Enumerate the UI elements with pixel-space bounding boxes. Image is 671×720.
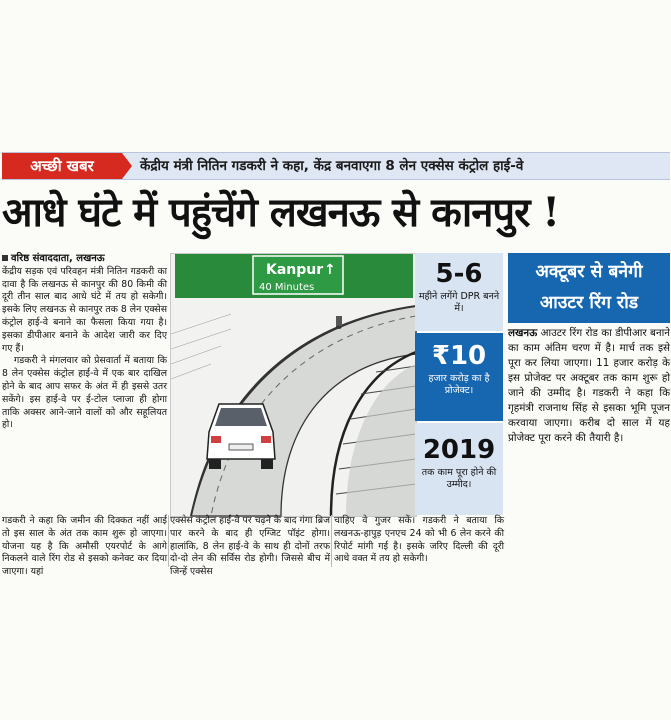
sign-time: 40 Minutes xyxy=(259,282,315,293)
section-tag: अच्छी खबर xyxy=(2,153,122,179)
up-arrow-icon: ↑ xyxy=(324,262,336,278)
stat-value: ₹10 xyxy=(431,341,487,371)
stat-value: 5-6 xyxy=(435,259,483,289)
paragraph: केंद्रीय सड़क एवं परिवहन मंत्री नितिन गडकरी का दावा है कि लखनऊ से कानपुर की 80 किमी की दूरी तीन साल बाद आधे घंटे में तय हो सकेगी। इसके लिए लखनऊ से कानपुर तक 8 लेन एक्सेस कंट्रोल हाई-वे बनाने का फैसला किया गया है। इसका डीपीआर बनाने के आदेश जारी कर दिए गए हैं। xyxy=(2,265,167,354)
ring-road-heading xyxy=(508,253,670,323)
top-banner xyxy=(2,152,670,180)
sign-destination: Kanpur xyxy=(266,262,324,278)
dateline: लखनऊ xyxy=(508,327,538,339)
left-column xyxy=(2,253,167,515)
column-divider xyxy=(168,515,169,567)
highway-illustration-svg xyxy=(171,254,416,516)
scooter-icon xyxy=(336,316,342,329)
paragraph: गडकरी ने मंगलवार को प्रेसवार्ता में बताया कि 8 लेन एक्सेस कंट्रोल हाई-वे में एक बार दाखिल होने के बाद आप सफर के अंत में ही इससे उतर सकेंगे। इस हाई-वे पर ई-टोल प्लाजा ही होगा ताकि अक्सर आने-जाने वालों को और सहूलियत हो। xyxy=(2,355,167,431)
stat-caption: महीने लगेंगे DPR बनने में। xyxy=(418,291,500,314)
ring-road-heading-line: अक्टूबर से बनेगी xyxy=(535,262,643,282)
stat-box xyxy=(415,423,503,515)
banner-subheading: केंद्रीय मंत्री नितिन गडकरी ने कहा, केंद्र बनवाएगा 8 लेन एक्सेस कंट्रोल हाई-वे xyxy=(140,158,524,174)
stats-column xyxy=(415,253,503,515)
right-column xyxy=(508,326,670,526)
stat-caption: हजार करोड़ का है प्रोजेक्ट। xyxy=(428,373,490,396)
highway-illustration xyxy=(170,253,417,517)
car-icon xyxy=(207,404,275,469)
byline-text: वरिष्ठ संवाददाता, लखनऊ xyxy=(11,253,105,264)
ring-road-heading-line: आउटर रिंग रोड xyxy=(539,293,639,313)
bottom-column-1: गडकरी ने कहा कि जमीन की दिक्कत नहीं आई तो इस साल के अंत तक काम शुरू हो जाएगा। योजना यह है कि अमौसी एयरपोर्ट के आगे निकलने वाले रिंग रोड से इसको कनेक्ट कर दिया जाएगा। यहां xyxy=(2,515,167,578)
bottom-column-2: एक्सेस कंट्रोल हाई-वे पर चढ़ने के बाद गंगा ब्रिज पार करने के बाद ही एग्जिट पॉइंट होगा। हालांकि, 8 लेन हाई-वे के साथ ही दोनों तरफ दो-दो लेन की सर्विस रोड होगी। जिससे बीच में जिन्हें एक्सेस xyxy=(170,515,330,578)
bullet-square-icon xyxy=(2,255,8,261)
stat-box xyxy=(415,333,503,421)
bottom-column-3: चाहिए वे गुजर सकें। गडकरी ने बताया कि लखनऊ-हापुड़ एनएच 24 को भी 6 लेन करने की रिपोर्ट मांगी गई है। इसके जरिए दिल्ली की दूरी आधे वक्त में तय हो सकेगी। xyxy=(334,515,504,565)
right-column-text: आउटर रिंग रोड का डीपीआर बनाने का काम अंतिम चरण में है। मार्च तक इसे पूरा कर लिया जाएगा। 11 हजार करोड़ के इस प्रोजेक्ट पर अक्टूबर तक काम शुरू हो जाने की उम्मीद है। गडकरी ने कहा कि गृहमंत्री राजनाथ सिंह से इसका भूमि पूजन करवाया जाएगा। करीब दो साल में यह प्रोजेक्ट पूरा करने की तैयारी है। xyxy=(508,327,670,444)
stat-box xyxy=(415,253,503,331)
byline xyxy=(2,253,167,266)
column-divider xyxy=(331,515,332,567)
stat-caption: तक काम पूरा होने की उम्मीद। xyxy=(421,467,497,490)
headline: आधे घंटे में पहुंचेंगे लखनऊ से कानपुर ! xyxy=(2,189,559,236)
stat-value: 2019 xyxy=(422,435,496,465)
